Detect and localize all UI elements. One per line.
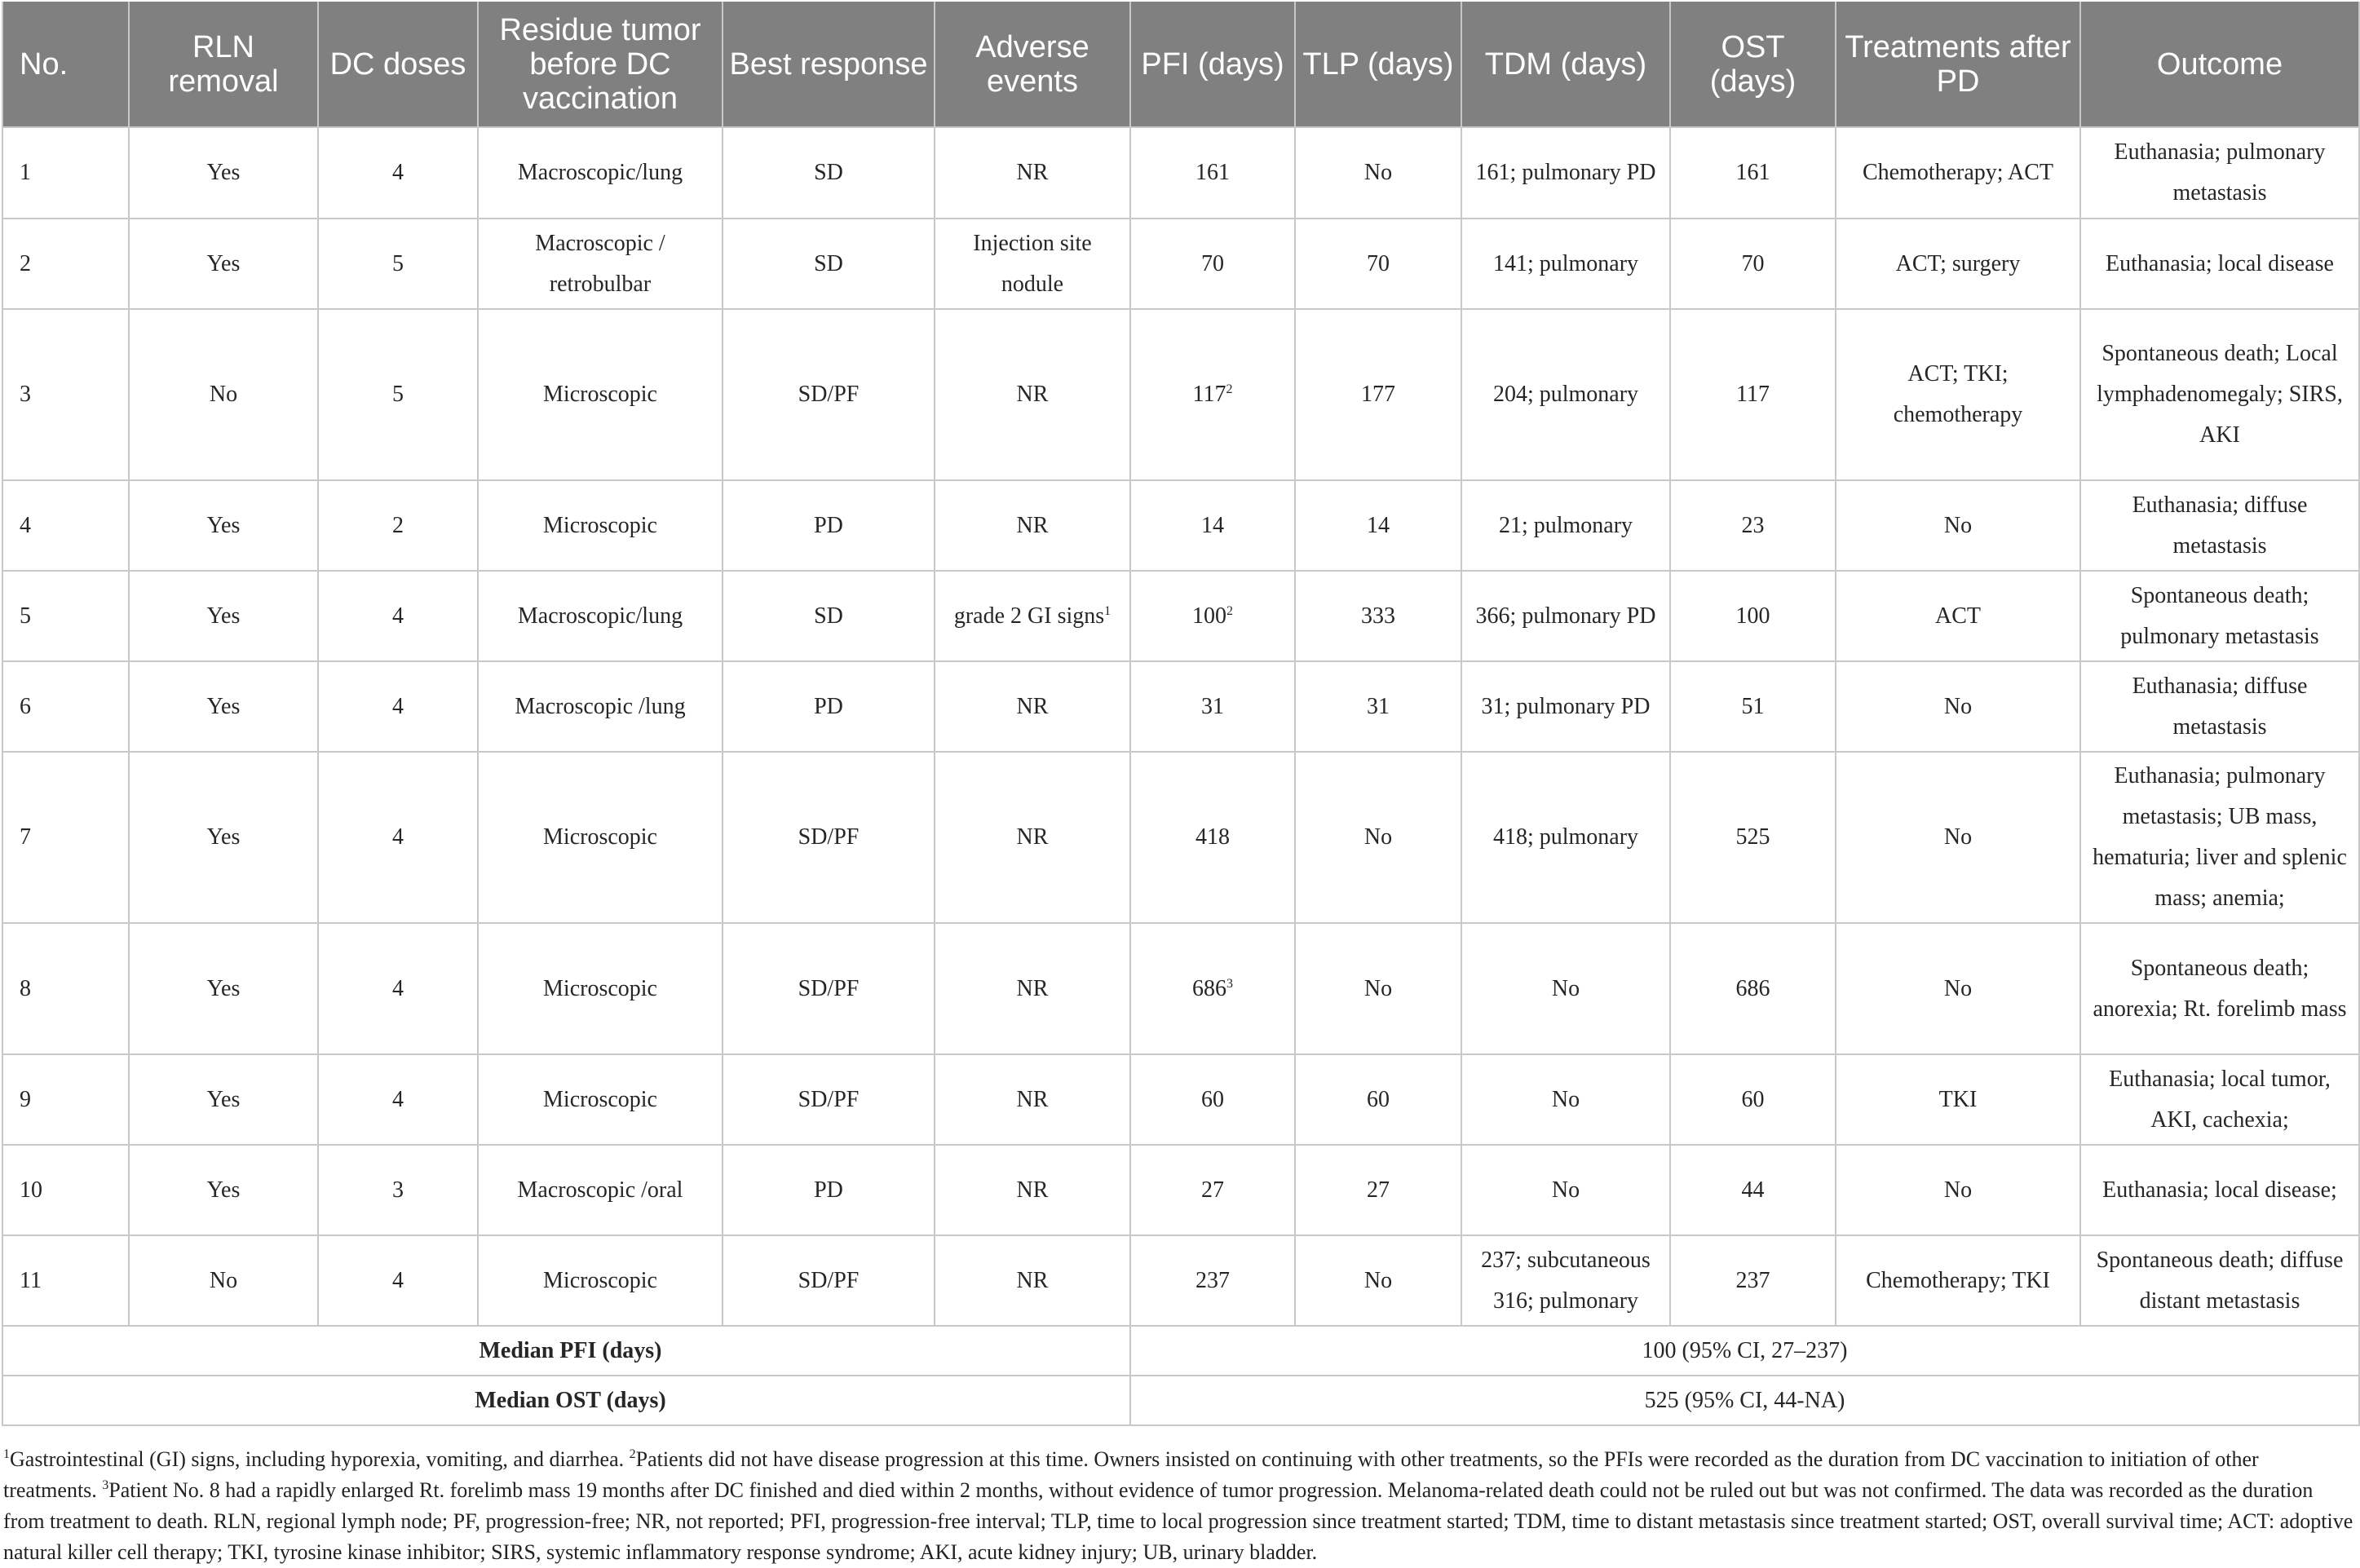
cell-no: 4 bbox=[2, 480, 129, 571]
cell-no: 5 bbox=[2, 571, 129, 661]
footnote-marker: 2 bbox=[1226, 382, 1233, 396]
cell-rln: Yes bbox=[129, 1054, 318, 1145]
cell-dc: 4 bbox=[318, 661, 478, 752]
cell-ost: 44 bbox=[1670, 1145, 1836, 1235]
median-ost-value: 525 (95% CI, 44-NA) bbox=[1130, 1376, 2359, 1425]
pfi-value: 117 bbox=[1192, 382, 1226, 407]
cell-residue: Microscopic bbox=[478, 1235, 723, 1326]
table-row bbox=[2, 219, 2359, 309]
cell-rln: No bbox=[129, 1235, 318, 1326]
cell-ost: 100 bbox=[1670, 571, 1836, 661]
header-residue-tumor: Residue tumor before DC vaccination bbox=[478, 2, 723, 127]
footnote-number-1: 1 bbox=[3, 1447, 10, 1461]
pfi-value: 686 bbox=[1192, 975, 1226, 1001]
cell-treatments: No bbox=[1836, 923, 2080, 1054]
cell-adverse: NR bbox=[935, 752, 1130, 923]
median-pfi-value: 100 (95% CI, 27–237) bbox=[1130, 1326, 2359, 1376]
cell-adverse: NR bbox=[935, 127, 1130, 219]
cell-tdm: No bbox=[1461, 923, 1670, 1054]
results-table bbox=[2, 2, 2360, 1426]
cell-ost: 117 bbox=[1670, 309, 1836, 480]
cell-tlp: No bbox=[1295, 1235, 1461, 1326]
cell-no: 7 bbox=[2, 752, 129, 923]
summary-row bbox=[2, 1326, 2359, 1376]
cell-pfi bbox=[1130, 661, 1295, 752]
cell-response: PD bbox=[723, 661, 935, 752]
cell-response: PD bbox=[723, 1145, 935, 1235]
cell-ost: 525 bbox=[1670, 752, 1836, 923]
summary-row bbox=[2, 1376, 2359, 1425]
cell-response: SD/PF bbox=[723, 1235, 935, 1326]
cell-tlp: 60 bbox=[1295, 1054, 1461, 1145]
cell-adverse: NR bbox=[935, 1235, 1130, 1326]
cell-no: 11 bbox=[2, 1235, 129, 1326]
header-treatments-after-pd: Treatments after PD bbox=[1836, 2, 2080, 127]
header-dc-doses: DC doses bbox=[318, 2, 478, 127]
footnote-number-3: 3 bbox=[102, 1478, 109, 1492]
pfi-value: 100 bbox=[1192, 603, 1226, 629]
header-adverse-events: Adverse events bbox=[935, 2, 1130, 127]
cell-treatments: No bbox=[1836, 661, 2080, 752]
cell-outcome: Euthanasia; diffuse metastasis bbox=[2080, 661, 2359, 752]
median-ost-label: Median OST (days) bbox=[2, 1376, 1130, 1425]
header-tlp: TLP (days) bbox=[1295, 2, 1461, 127]
cell-dc: 5 bbox=[318, 309, 478, 480]
table-footnote bbox=[3, 1444, 2353, 1568]
cell-pfi bbox=[1130, 752, 1295, 923]
cell-residue: Macroscopic/lung bbox=[478, 571, 723, 661]
cell-tdm: 141; pulmonary bbox=[1461, 219, 1670, 309]
cell-tdm: 21; pulmonary bbox=[1461, 480, 1670, 571]
cell-ost: 161 bbox=[1670, 127, 1836, 219]
footnote-marker: 2 bbox=[1226, 603, 1233, 618]
header-rln-removal: RLN removal bbox=[129, 2, 318, 127]
footnote-text-2: Patients did not have disease progression at this time. Owners insisted on continuing with other treatments, so the PFIs were recorded as the duration from DC vaccination to initiation of other treatments. bbox=[3, 1447, 2259, 1502]
cell-tlp: No bbox=[1295, 752, 1461, 923]
cell-adverse bbox=[935, 571, 1130, 661]
cell-adverse: NR bbox=[935, 661, 1130, 752]
cell-pfi bbox=[1130, 309, 1295, 480]
cell-dc: 5 bbox=[318, 219, 478, 309]
cell-tdm: 366; pulmonary PD bbox=[1461, 571, 1670, 661]
cell-dc: 3 bbox=[318, 1145, 478, 1235]
cell-outcome: Euthanasia; local disease; bbox=[2080, 1145, 2359, 1235]
cell-pfi bbox=[1130, 127, 1295, 219]
footnote-marker: 1 bbox=[1104, 603, 1111, 618]
cell-response: SD bbox=[723, 571, 935, 661]
cell-no: 9 bbox=[2, 1054, 129, 1145]
cell-outcome: Spontaneous death; Local lymphadenomegaly; SIRS, AKI bbox=[2080, 309, 2359, 480]
table-body bbox=[2, 127, 2359, 1425]
cell-outcome: Euthanasia; pulmonary metastasis bbox=[2080, 127, 2359, 219]
cell-dc: 4 bbox=[318, 1235, 478, 1326]
cell-response: SD/PF bbox=[723, 923, 935, 1054]
header-best-response: Best response bbox=[723, 2, 935, 127]
table-header-row bbox=[2, 2, 2359, 127]
cell-response: SD/PF bbox=[723, 1054, 935, 1145]
cell-no: 1 bbox=[2, 127, 129, 219]
cell-adverse: NR bbox=[935, 309, 1130, 480]
header-no: No. bbox=[2, 2, 129, 127]
table-row bbox=[2, 127, 2359, 219]
cell-no: 3 bbox=[2, 309, 129, 480]
cell-ost: 686 bbox=[1670, 923, 1836, 1054]
cell-rln: Yes bbox=[129, 127, 318, 219]
pfi-value: 31 bbox=[1201, 693, 1224, 719]
cell-no: 2 bbox=[2, 219, 129, 309]
cell-tlp: No bbox=[1295, 923, 1461, 1054]
cell-pfi bbox=[1130, 480, 1295, 571]
table-row bbox=[2, 480, 2359, 571]
cell-pfi bbox=[1130, 219, 1295, 309]
adverse-value: grade 2 GI signs bbox=[953, 603, 1105, 629]
cell-residue: Macroscopic /lung bbox=[478, 661, 723, 752]
cell-dc: 4 bbox=[318, 571, 478, 661]
pfi-value: 27 bbox=[1201, 1177, 1224, 1203]
cell-residue: Microscopic bbox=[478, 1054, 723, 1145]
pfi-value: 60 bbox=[1201, 1086, 1224, 1112]
cell-residue: Macroscopic /oral bbox=[478, 1145, 723, 1235]
table-row bbox=[2, 571, 2359, 661]
cell-treatments: No bbox=[1836, 1145, 2080, 1235]
cell-residue: Macroscopic/lung bbox=[478, 127, 723, 219]
pfi-value: 161 bbox=[1195, 160, 1230, 185]
cell-pfi bbox=[1130, 571, 1295, 661]
footnote-text-3: Patient No. 8 had a rapidly enlarged Rt. forelimb mass 19 months after DC finished and died within 2 months, without evidence of tumor progression. Melanoma-related death could not be ruled out but was not confirmed. The data was recorded as the duration from treatment to death. RLN, regional lymph node; PF, progression-free; NR, not reported; PFI, progression-free interval; TLP, time to local progression since treatment started; TDM, time to distant metastasis since treatment started; OST, overall survival time; ACT: adoptive natural killer cell therapy; TKI, tyrosine kinase inhibitor; SIRS, systemic inflammatory response syndrome; AKI, acute kidney injury; UB, urinary bladder. bbox=[3, 1478, 2353, 1564]
cell-outcome: Euthanasia; local tumor, AKI, cachexia; bbox=[2080, 1054, 2359, 1145]
cell-ost: 70 bbox=[1670, 219, 1836, 309]
cell-adverse: NR bbox=[935, 923, 1130, 1054]
cell-treatments: Chemotherapy; TKI bbox=[1836, 1235, 2080, 1326]
cell-treatments: No bbox=[1836, 752, 2080, 923]
cell-tlp: 31 bbox=[1295, 661, 1461, 752]
header-tdm: TDM (days) bbox=[1461, 2, 1670, 127]
cell-dc: 4 bbox=[318, 923, 478, 1054]
pfi-value: 418 bbox=[1195, 824, 1230, 850]
cell-rln: Yes bbox=[129, 752, 318, 923]
cell-residue: Microscopic bbox=[478, 923, 723, 1054]
cell-tdm: 161; pulmonary PD bbox=[1461, 127, 1670, 219]
cell-tdm: 31; pulmonary PD bbox=[1461, 661, 1670, 752]
cell-rln: Yes bbox=[129, 923, 318, 1054]
cell-adverse: NR bbox=[935, 1145, 1130, 1235]
cell-no: 8 bbox=[2, 923, 129, 1054]
cell-tlp: 333 bbox=[1295, 571, 1461, 661]
header-pfi: PFI (days) bbox=[1130, 2, 1295, 127]
pfi-value: 70 bbox=[1201, 250, 1224, 276]
cell-tdm: 204; pulmonary bbox=[1461, 309, 1670, 480]
cell-residue: Microscopic bbox=[478, 309, 723, 480]
table-row bbox=[2, 1054, 2359, 1145]
cell-tlp: 177 bbox=[1295, 309, 1461, 480]
cell-residue: Microscopic bbox=[478, 752, 723, 923]
cell-treatments: ACT; TKI; chemotherapy bbox=[1836, 309, 2080, 480]
cell-tlp: 27 bbox=[1295, 1145, 1461, 1235]
pfi-value: 237 bbox=[1195, 1267, 1230, 1293]
cell-response: SD/PF bbox=[723, 309, 935, 480]
cell-response: SD bbox=[723, 219, 935, 309]
cell-treatments: TKI bbox=[1836, 1054, 2080, 1145]
cell-outcome: Euthanasia; diffuse metastasis bbox=[2080, 480, 2359, 571]
cell-pfi bbox=[1130, 1145, 1295, 1235]
cell-adverse: NR bbox=[935, 1054, 1130, 1145]
cell-outcome: Euthanasia; local disease bbox=[2080, 219, 2359, 309]
median-pfi-label: Median PFI (days) bbox=[2, 1326, 1130, 1376]
cell-tdm: 418; pulmonary bbox=[1461, 752, 1670, 923]
cell-outcome: Euthanasia; pulmonary metastasis; UB mass, hematuria; liver and splenic mass; anemia; bbox=[2080, 752, 2359, 923]
cell-rln: Yes bbox=[129, 571, 318, 661]
cell-residue: Microscopic bbox=[478, 480, 723, 571]
cell-adverse: NR bbox=[935, 480, 1130, 571]
cell-tlp: 14 bbox=[1295, 480, 1461, 571]
header-outcome: Outcome bbox=[2080, 2, 2359, 127]
cell-tlp: 70 bbox=[1295, 219, 1461, 309]
table-row bbox=[2, 309, 2359, 480]
cell-ost: 23 bbox=[1670, 480, 1836, 571]
cell-dc: 4 bbox=[318, 127, 478, 219]
cell-pfi bbox=[1130, 923, 1295, 1054]
cell-dc: 4 bbox=[318, 1054, 478, 1145]
cell-response: PD bbox=[723, 480, 935, 571]
cell-outcome: Spontaneous death; pulmonary metastasis bbox=[2080, 571, 2359, 661]
cell-rln: No bbox=[129, 309, 318, 480]
cell-ost: 60 bbox=[1670, 1054, 1836, 1145]
cell-response: SD bbox=[723, 127, 935, 219]
cell-dc: 2 bbox=[318, 480, 478, 571]
cell-pfi bbox=[1130, 1054, 1295, 1145]
cell-residue: Macroscopic / retrobulbar bbox=[478, 219, 723, 309]
table-row bbox=[2, 1145, 2359, 1235]
cell-treatments: Chemotherapy; ACT bbox=[1836, 127, 2080, 219]
cell-outcome: Spontaneous death; diffuse distant metastasis bbox=[2080, 1235, 2359, 1326]
cell-pfi bbox=[1130, 1235, 1295, 1326]
cell-treatments: ACT bbox=[1836, 571, 2080, 661]
cell-ost: 51 bbox=[1670, 661, 1836, 752]
cell-rln: Yes bbox=[129, 480, 318, 571]
cell-outcome: Spontaneous death; anorexia; Rt. forelimb mass bbox=[2080, 923, 2359, 1054]
table-row bbox=[2, 661, 2359, 752]
cell-tdm: No bbox=[1461, 1054, 1670, 1145]
cell-response: SD/PF bbox=[723, 752, 935, 923]
cell-no: 6 bbox=[2, 661, 129, 752]
cell-dc: 4 bbox=[318, 752, 478, 923]
cell-tlp: No bbox=[1295, 127, 1461, 219]
pfi-value: 14 bbox=[1201, 512, 1224, 538]
footnote-number-2: 2 bbox=[629, 1447, 636, 1461]
footnote-marker: 3 bbox=[1226, 976, 1233, 991]
cell-tdm: 237; subcutaneous 316; pulmonary bbox=[1461, 1235, 1670, 1326]
footnote-text-1: Gastrointestinal (GI) signs, including hyporexia, vomiting, and diarrhea. bbox=[10, 1447, 630, 1471]
cell-adverse: Injection site nodule bbox=[935, 219, 1130, 309]
cell-ost: 237 bbox=[1670, 1235, 1836, 1326]
cell-rln: Yes bbox=[129, 1145, 318, 1235]
cell-treatments: No bbox=[1836, 480, 2080, 571]
cell-treatments: ACT; surgery bbox=[1836, 219, 2080, 309]
cell-no: 10 bbox=[2, 1145, 129, 1235]
header-ost: OST (days) bbox=[1670, 2, 1836, 127]
table-row bbox=[2, 923, 2359, 1054]
cell-rln: Yes bbox=[129, 661, 318, 752]
cell-rln: Yes bbox=[129, 219, 318, 309]
table-row bbox=[2, 752, 2359, 923]
cell-tdm: No bbox=[1461, 1145, 1670, 1235]
table-row bbox=[2, 1235, 2359, 1326]
